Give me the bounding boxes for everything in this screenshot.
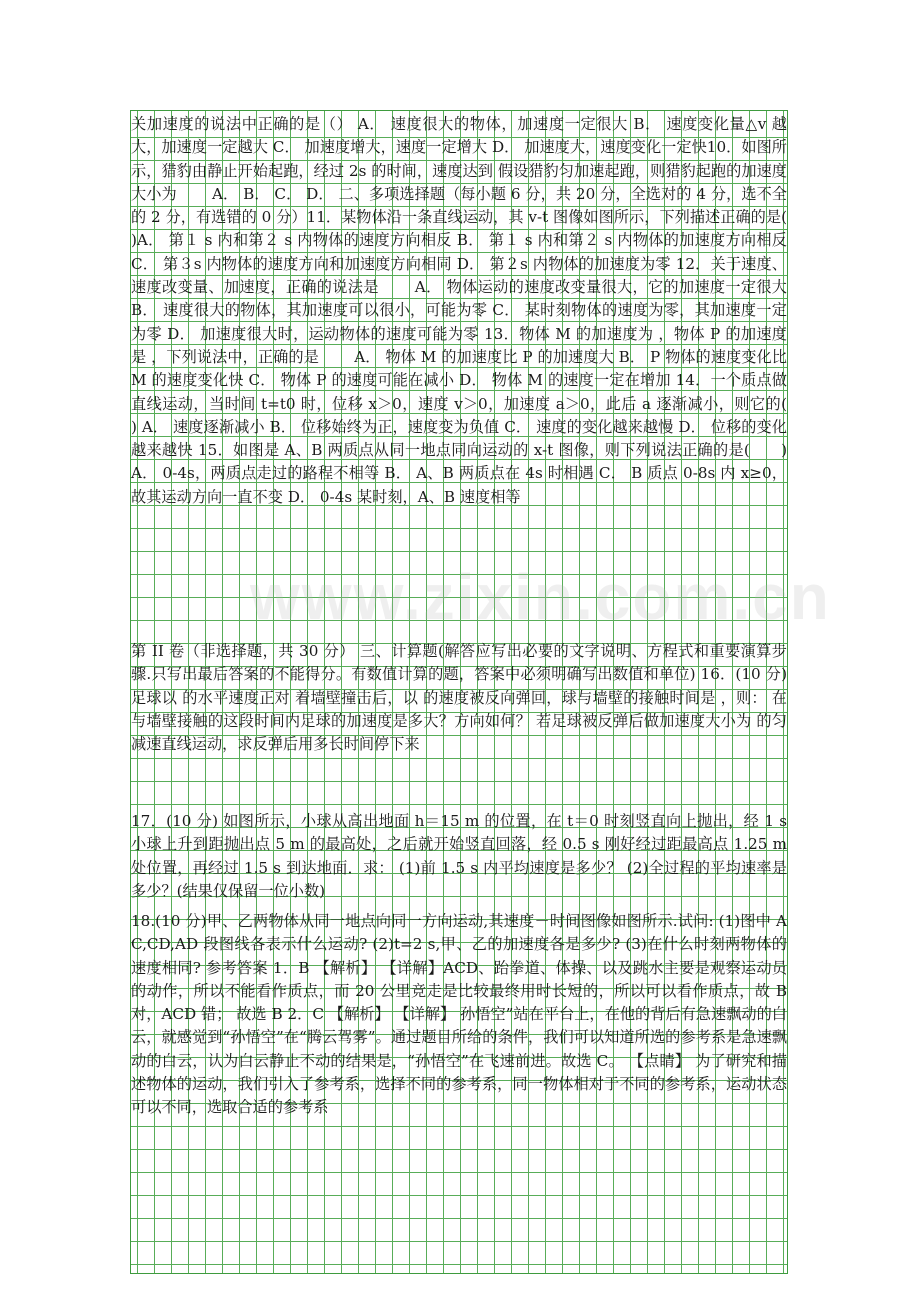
watermark: www.zixin.com.cn	[250, 561, 831, 633]
paragraph-question-17: 17．(10 分) 如图所示，小球从高出地面 h＝15 m 的位置，在 t＝0 时刻竖直向上抛出，经 1 s 小球上升到距抛出点 5 m 的最高处，之后就开始竖直回落，经 0.5 s 刚好经过距最高点 1.25 m 处位置，再经过 1.5 s 到达地面．求： (1)前 1.5 s 内平均速度是多少？ (2)全过程的平均速率是多少？(结果仅保留一位小数)	[131, 812, 787, 900]
paragraph-questions-10-15: 关加速度的说法中正确的是（） A． 速度很大的物体，加速度一定很大 B． 速度变化量△v 越大，加速度一定越大 C． 加速度增大，速度一定增大 D． 加速度大，速度变化一定快10．如图所示，猎豹由静止开始起跑，经过 2s 的时间，速度达到 假设猎豹匀加速起跑，则猎豹起跑的加速度大小为 A． B． C． D． 二、多项选择题（每小题 6 分，共 20 分，全选对的 4 分，选不全的 2 分，有选错的 0 分）11．某物体沿一条直线运动，其 v-t 图像如图所示，下列描述正确的是( )A． 第１ s 内和第２ s 内物体的速度方向相反 B． 第１ s 内和第２ s 内物体的加速度方向相反 C． 第３s 内物体的速度方向和加速度方向相同 D． 第２s 内物体的加速度为零 12．关于速度、速度改变量、加速度，正确的说法是 A． 物体运动的速度改变量很大，它的加速度一定很大 B． 速度很大的物体，其加速度可以很小，可能为零 C． 某时刻物体的速度为零，其加速度一定为零 D． 加速度很大时，运动物体的速度可能为零 13．物体 M 的加速度为 ，物体 P 的加速度是 ，下列说法中，正确的是 A． 物体 M 的加速度比 P 的加速度大 B． P 物体的速度变化比 M 的速度变化快 C． 物体 P 的速度可能在减小 D． 物体 M 的速度一定在增加 14．一个质点做直线运动，当时间 t=t0 时，位移 x＞0，速度 v＞0，加速度 a＞0，此后 a 逐渐减小，则它的( ) A． 速度逐渐减小 B． 位移始终为正，速度变为负值 C． 速度的变化越来越慢 D． 位移的变化越来越快 15．如图是 A、B 两质点从同一地点同向运动的 x-t 图像，则下列说法正确的是( )A． 0-4s，两质点走过的路程不相等 B． A、B 两质点在 4s 时相遇 C． B 质点 0-8s 内 x≥0，故其运动方向一直不变 D． 0-4s 某时刻，A、B 速度相等	[131, 115, 818, 506]
paragraph-part-ii-question-16: 第 II 卷（非选择题，共 30 分） 三、计算题(解答应写出必要的文字说明、方程式和重要演算步骤.只写出最后答案的不能得分。有数值计算的题，答案中必须明确写出数值和单位) 16．(10 分) 足球以 的水平速度正对 着墙壁撞击后，以 的速度被反向弹回，球与墙壁的接触时间是 ，则： 在与墙壁接触的这段时间内足球的加速度是多大？方向如何？ 若足球被反弹后做加速度大小为 的匀减速直线运动，求反弹后用多长时间停下来	[131, 642, 787, 754]
paragraph-question-18-answers: 18.(10 分)甲、乙两物体从同一地点向同一方向运动,其速度－时间图像如图所示.试问: (1)图中 AC,CD,AD 段图线各表示什么运动? (2)t=2 s,甲、乙的加速度各是多少? (3)在什么时刻两物体的速度相同? 参考答案 1．B 【解析】 【详解】ACD、跆拳道、体操、以及跳水主要是观察运动员的动作，所以不能看作质点，而 20 公里竞走是比较最终用时长短的，所以可以看作质点，故 B 对，ACD 错； 故选 B 2．C 【解析】 【详解】 孙悟空”站在平台上，在他的背后有急速飘动的白云，就感觉到“孙悟空”在“腾云驾雾”。通过题目所给的条件，我们可以知道所选的参考系是急速飘动的白云，认为白云静止不动的结果是，“孙悟空”在飞速前进。故选 C。 【点睛】 为了研究和描述物体的运动，我们引入了参考系，选择不同的参考系，同一物体相对于不同的参考系，运动状态可以不同，选取合适的参考系	[131, 912, 787, 1117]
